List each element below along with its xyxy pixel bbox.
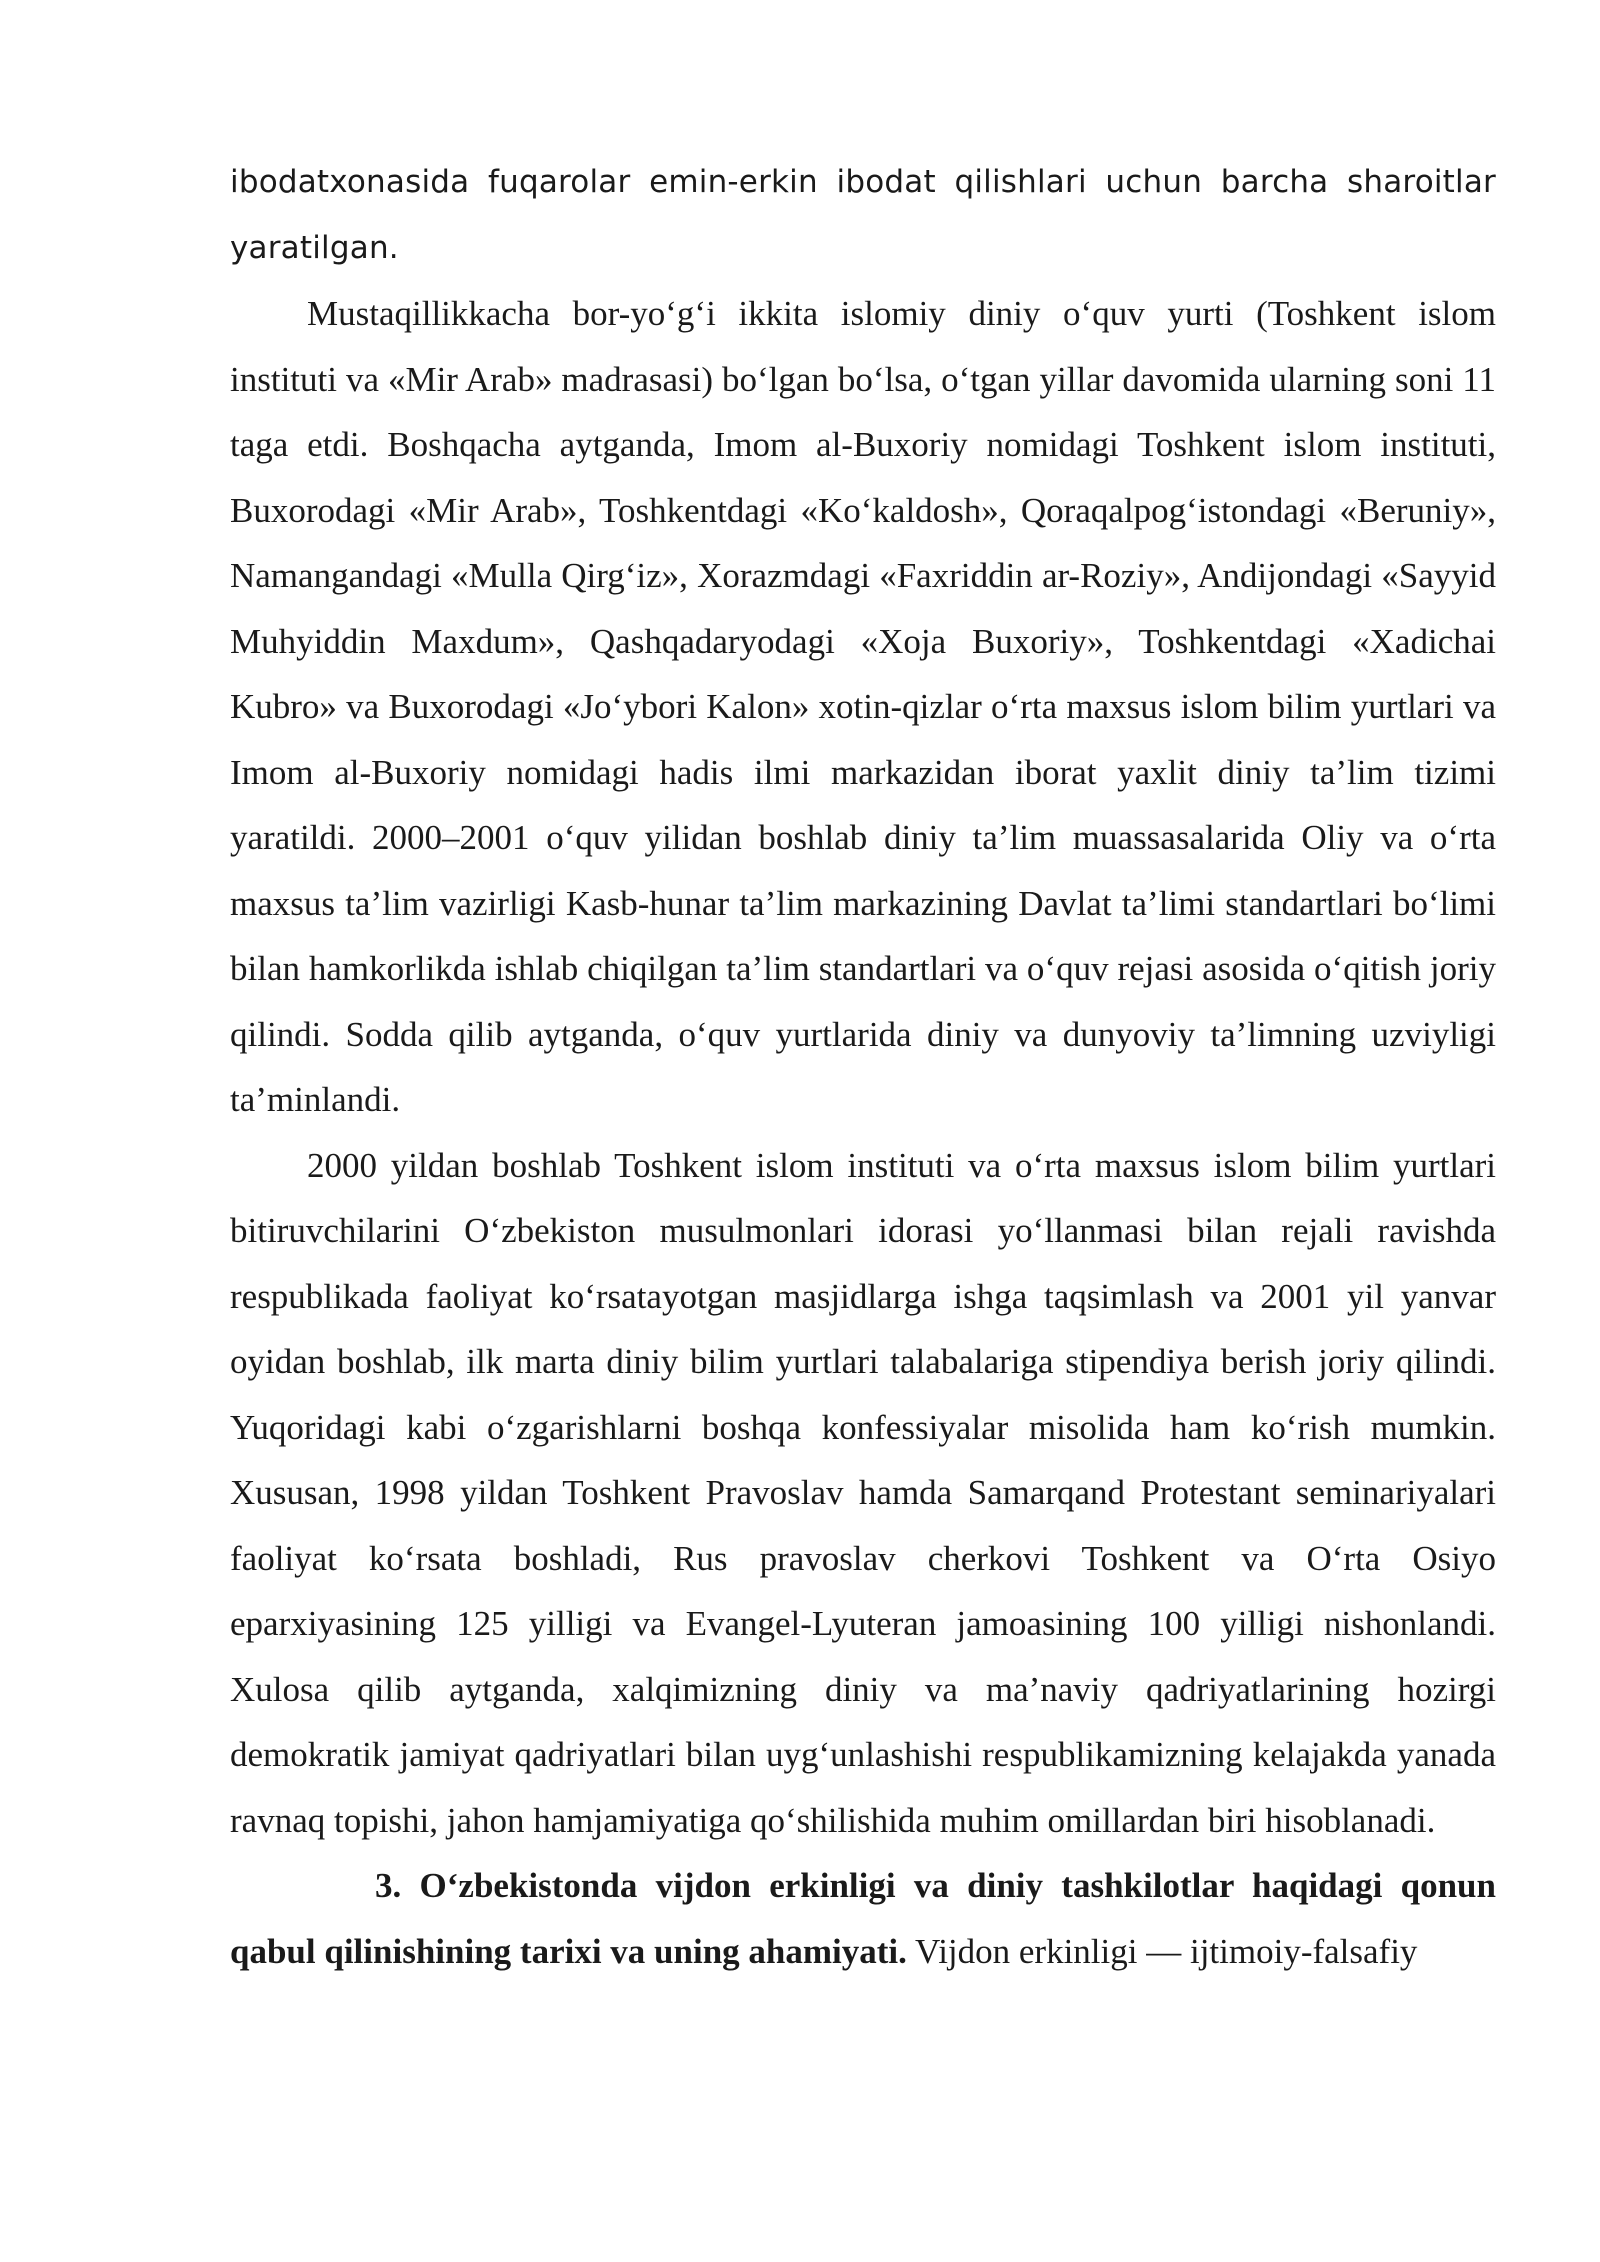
paragraph-religious-schools: Mustaqillikkacha bor-yo‘g‘i ikkita islomiy diniy o‘quv yurti (Toshkent islom instituti va «Mir Arab» madrasasi) bo‘lgan bo‘lsa, o‘tgan yillar davomida ularning soni 11 taga etdi. Boshqacha aytganda, Imom al-Buxoriy nomidagi Toshkent islom instituti, Buxorodagi «Mir Arab», Toshkentdagi «Ko‘kaldosh», Qoraqalpog‘istondagi «Beruniy», Namangandagi «Mulla Qirg‘iz», Xorazmdagi «Faxriddin ar-Roziy», Andijondagi «Sayyid Muhyiddin Maxdum», Qashqadaryodagi «Xoja Buxoriy», Toshkentdagi «Xadichai Kubro» va Buxorodagi «Jo‘ybori Kalon» xotin-qizlar o‘rta maxsus islom bilim yurtlari va Imom al-Buxoriy nomidagi hadis ilmi markazidan iborat yaxlit diniy ta’lim tizimi yaratildi. 2000–2001 o‘quv yilidan boshlab diniy ta’lim muassasalarida Oliy va o‘rta maxsus ta’lim vazirligi Kasb-hunar ta’lim markazining Davlat ta’limi standartlari bo‘limi bilan hamkorlikda ishlab chiqilgan ta’lim standartlari va o‘quv rejasi asosida o‘qitish joriy qilindi. Sodda qilib aytganda, o‘quv yurtlarida diniy va dunyoviy ta’limning uzviyligi ta’minlandi. [230,294,1496,1119]
section-heading-paragraph [230,1853,1496,1984]
section-heading: 3. O‘zbekistonda vijdon erkinligi va diniy tashkilotlar haqidagi qonun qabul qilinishining tarixi va uning ahamiyati. [230,1866,1496,1971]
paragraph-continuation: ibodatxonasida fuqarolar emin-erkin ibodat qilishlari uchun barcha sharoitlar yaratilgan. [230,164,1496,266]
paragraph-graduates: 2000 yildan boshlab Toshkent islom instituti va o‘rta maxsus islom bilim yurtlari bitiruvchilarini O‘zbekiston musulmonlari idorasi yo‘llanmasi bilan rejali ravishda respublikada faoliyat ko‘rsatayotgan masjidlarga ishga taqsimlash va 2001 yil yanvar oyidan boshlab, ilk marta diniy bilim yurtlari talabalariga stipendiya berish joriy qilindi. Yuqoridagi kabi o‘zgarishlarni boshqa konfessiyalar misolida ham ko‘rish mumkin. Xususan, 1998 yildan Toshkent Pravoslav hamda Samarqand Protestant seminariyalari faoliyat ko‘rsata boshladi, Rus pravoslav cherkovi Toshkent va O‘rta Osiyo eparxiyasining 125 yilligi va Evangel-Lyuteran jamoasining 100 yilligi nishonlandi. Xulosa qilib aytganda, xalqimizning diniy va ma’naviy qadriyatlarining hozirgi demokratik jamiyat qadriyatlari bilan uyg‘unlashishi respublikamizning kelajakda yanada ravnaq topishi, jahon hamjamiyatiga qo‘shilishida muhim omillardan biri hisoblanadi. [230,1145,1496,1840]
section-intro-text: Vijdon erkinligi — ijtimoiy-falsafiy [906,1931,1418,1971]
document-page [230,150,1496,1984]
